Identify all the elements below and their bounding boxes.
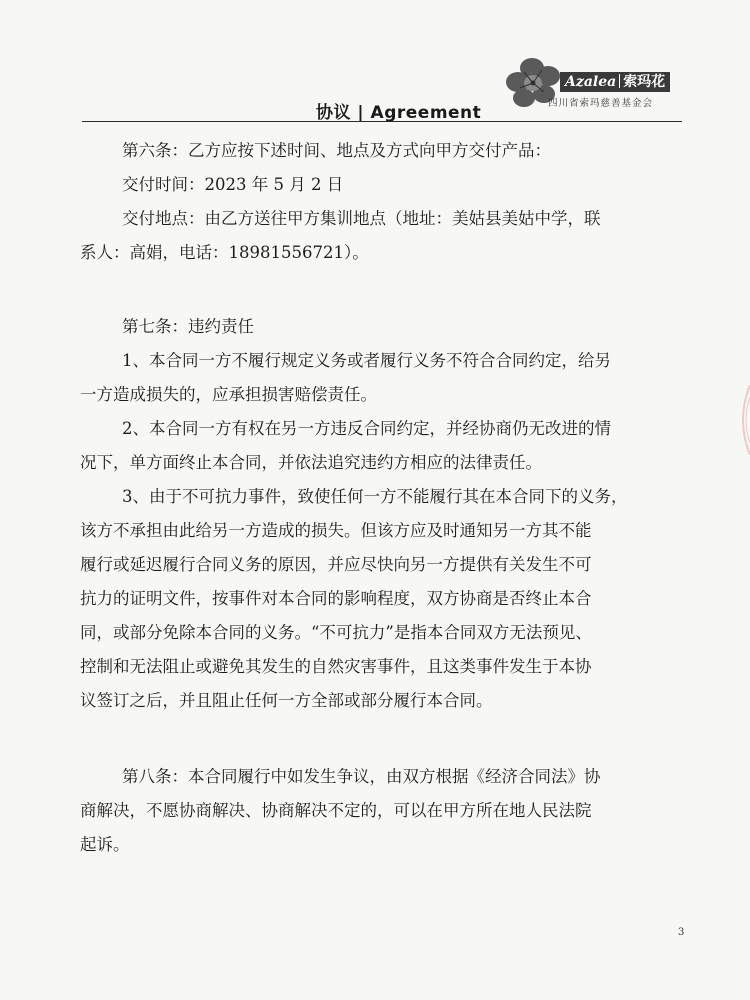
clause-3-line: 同，或部分免除本合同的义务。“不可抗力”是指本合同双方无法预见、	[80, 623, 592, 642]
seal-edge-mark	[734, 385, 750, 455]
article-7	[80, 310, 684, 718]
page-number: 3	[678, 927, 685, 938]
article-6	[80, 134, 684, 270]
delivery-time: 交付时间：2023 年 5 月 2 日	[122, 175, 344, 194]
clause-3-line: 履行或延迟履行合同义务的原因，并应尽快向另一方提供有关发生不可	[80, 555, 592, 574]
clause-1-line: 一方造成损失的，应承担损害赔偿责任。	[80, 385, 377, 404]
logo-english-name: Azalea	[565, 74, 617, 90]
article-6-heading: 第六条：乙方应按下述时间、地点及方式向甲方交付产品：	[122, 141, 551, 160]
clause-3-line: 3、由于不可抗力事件，致使任何一方不能履行其在本合同下的义务，	[122, 487, 628, 506]
article-8-line: 起诉。	[80, 835, 130, 854]
delivery-place-line-1: 交付地点：由乙方送往甲方集训地点（地址：美姑县美姑中学，联	[122, 209, 601, 228]
article-7-heading: 第七条：违约责任	[122, 317, 254, 336]
clause-2-line: 2、本合同一方有权在另一方违反合同约定，并经协商仍无改进的情	[122, 419, 611, 438]
header-title: 协议 | Agreement	[316, 103, 482, 123]
article-8-line: 第八条：本合同履行中如发生争议，由双方根据《经济合同法》协	[122, 767, 601, 786]
clause-3-line: 议签订之后，并且阻止任何一方全部或部分履行本合同。	[80, 691, 493, 710]
foundation-logo	[504, 52, 680, 114]
logo-brand-bar	[560, 72, 670, 92]
clause-3-line: 该方不承担由此给另一方造成的损失。但该方应及时通知另一方其不能	[80, 521, 592, 540]
article-8	[80, 760, 684, 862]
clause-3-line: 抗力的证明文件，按事件对本合同的影响程度，双方协商是否终止本合	[80, 589, 592, 608]
clause-3-line: 控制和无法阻止或避免其发生的自然灾害事件，且这类事件发生于本协	[80, 657, 592, 676]
article-8-line: 商解决，不愿协商解决、协商解决不定的，可以在甲方所在地人民法院	[80, 801, 592, 820]
clause-2-line: 况下，单方面终止本合同，并依法追究违约方相应的法律责任。	[80, 453, 542, 472]
logo-subtitle: 四川省索玛慈善基金会	[548, 98, 654, 109]
clause-1-line: 1、本合同一方不履行规定义务或者履行义务不符合合同约定，给另	[122, 351, 611, 370]
delivery-place-line-2: 系人：高娟，电话：18981556721）。	[80, 243, 369, 262]
header-divider	[82, 121, 682, 122]
logo-chinese-name: 索玛花	[623, 74, 666, 90]
